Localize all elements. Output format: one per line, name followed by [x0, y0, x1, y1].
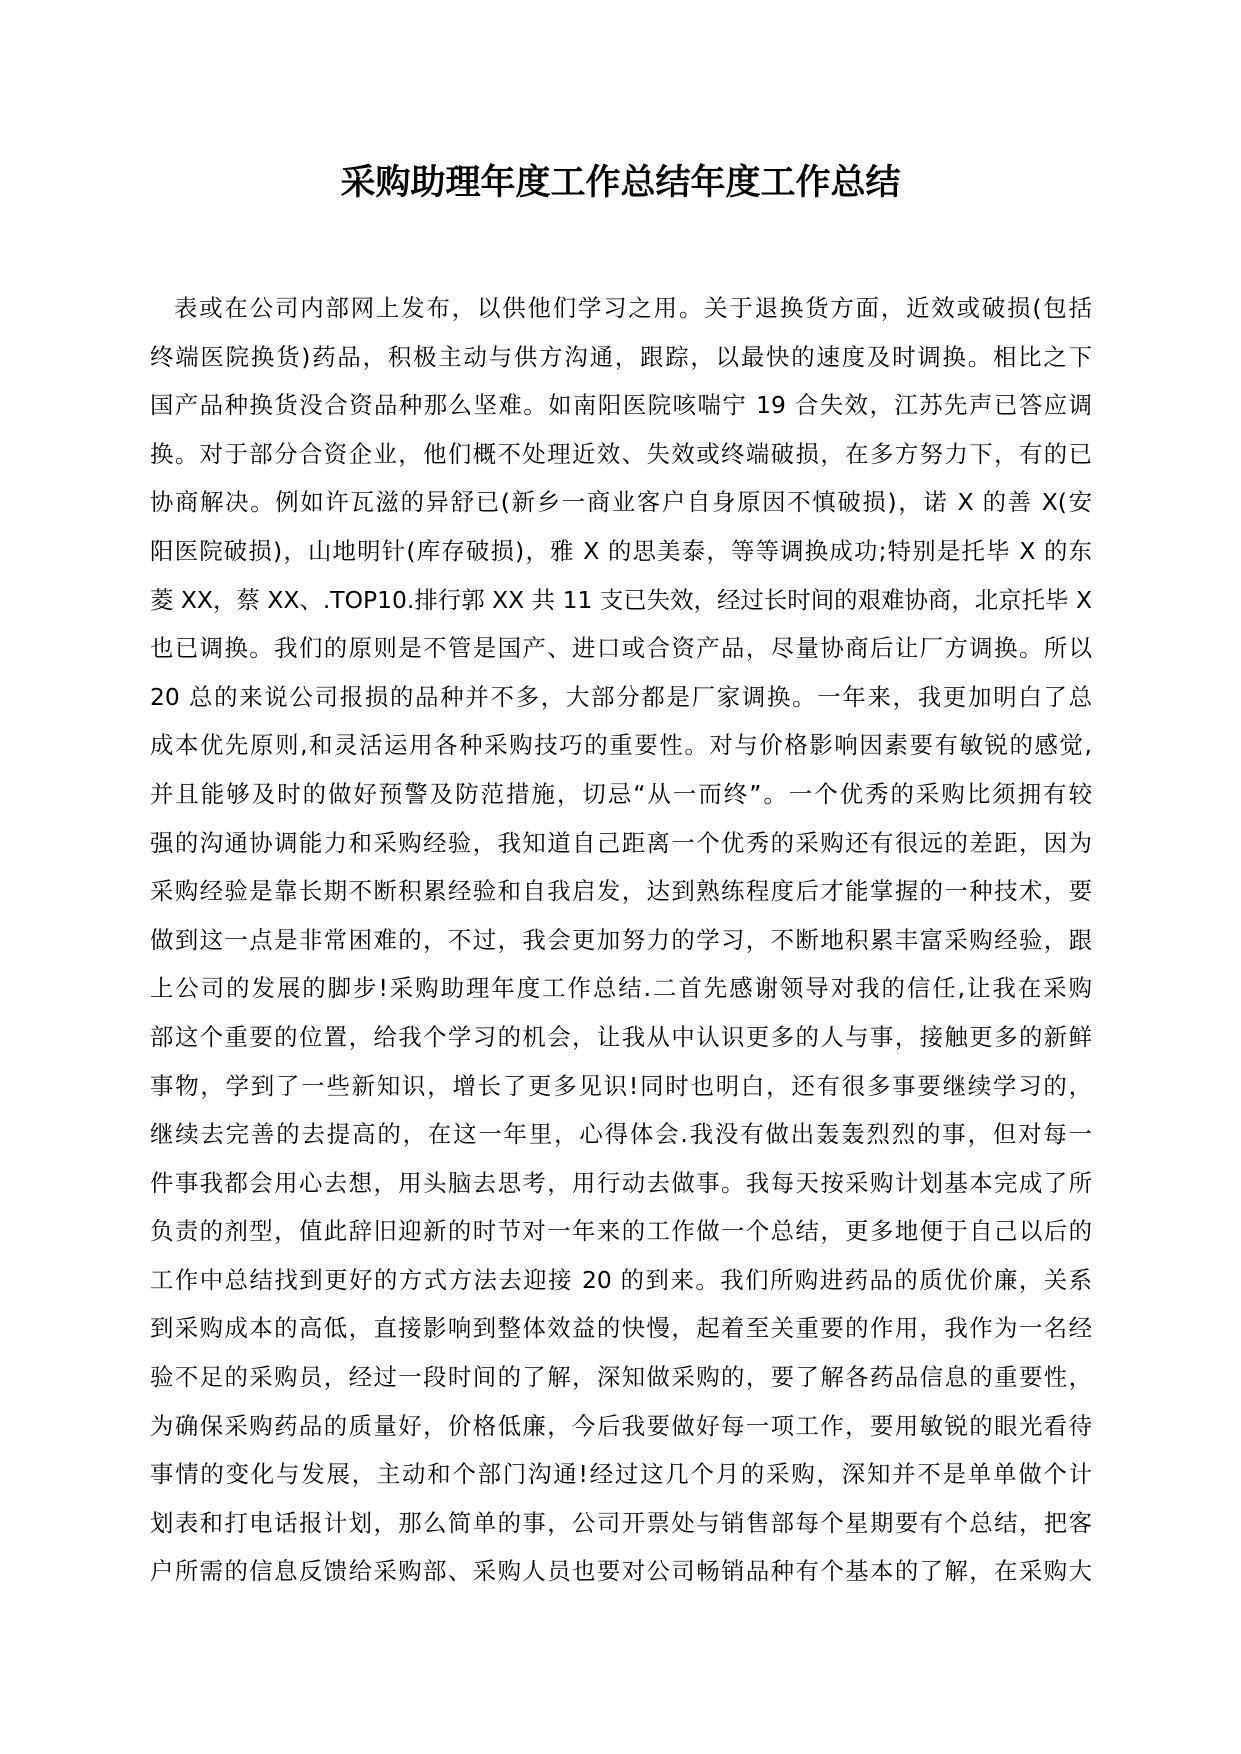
body-line: 部这个重要的位置，给我个学习的机会，让我从中认识更多的人与事，接触更多的新鲜: [150, 1022, 1092, 1051]
body-line: 协商解决。例如许瓦滋的异舒已(新乡一商业客户自身原因不慎破损)，诺 X 的善 X(安: [150, 488, 1092, 517]
body-line: 20 总的来说公司报损的品种并不多，大部分都是厂家调换。一年来，我更加明白了总: [150, 682, 1092, 711]
body-line: 换。对于部分合资企业，他们概不处理近效、失效或终端破损，在多方努力下，有的已: [150, 439, 1092, 468]
body-line: 阳医院破损)，山地明针(库存破损)，雅 X 的思美泰，等等调换成功;特别是托毕 X 的东: [150, 536, 1092, 565]
body-line: 采购经验是靠长期不断积累经验和自我启发，达到熟练程度后才能掌握的一种技术，要: [150, 877, 1092, 906]
body-line: 事情的变化与发展，主动和个部门沟通!经过这几个月的采购，深知并不是单单做个计: [150, 1460, 1092, 1489]
body-line: 强的沟通协调能力和采购经验，我知道自己距离一个优秀的采购还有很远的差距，因为: [150, 828, 1092, 857]
document-body: [150, 284, 1092, 1596]
body-line: 户所需的信息反馈给采购部、采购人员也要对公司畅销品种有个基本的了解，在采购大: [150, 1557, 1092, 1586]
body-line: 为确保采购药品的质量好，价格低廉，今后我要做好每一项工作，要用敏锐的眼光看待: [150, 1411, 1092, 1440]
body-line: 继续去完善的去提高的，在这一年里，心得体会.我没有做出轰轰烈烈的事，但对每一: [150, 1120, 1092, 1149]
body-line: 上公司的发展的脚步!采购助理年度工作总结.二首先感谢领导对我的信任,让我在采购: [150, 974, 1092, 1003]
body-line: 并且能够及时的做好预警及防范措施，切忌“从一而终”。一个优秀的采购比须拥有较: [150, 779, 1092, 808]
body-line: 终端医院换货)药品，积极主动与供方沟通，跟踪，以最快的速度及时调换。相比之下: [150, 342, 1092, 371]
body-line: 验不足的采购员，经过一段时间的了解，深知做采购的，要了解各药品信息的重要性，: [150, 1363, 1092, 1392]
document-title: 采购助理年度工作总结年度工作总结: [340, 163, 901, 203]
body-line: 也已调换。我们的原则是不管是国产、进口或合资产品，尽量协商后让厂方调换。所以: [150, 634, 1092, 663]
body-line: 划表和打电话报计划，那么简单的事，公司开票处与销售部每个星期要有个总结，把客: [150, 1508, 1092, 1537]
body-line: 事物，学到了一些新知识，增长了更多见识!同时也明白，还有很多事要继续学习的，: [150, 1071, 1092, 1100]
body-line: 工作中总结找到更好的方式方法去迎接 20 的到来。我们所购进药品的质优价廉，关系: [150, 1265, 1092, 1294]
body-line: 国产品种换货没合资品种那么坚难。如南阳医院咳喘宁 19 合失效，江苏先声已答应调: [150, 391, 1092, 420]
body-line: 负责的剂型，值此辞旧迎新的时节对一年来的工作做一个总结，更多地便于自己以后的: [150, 1217, 1092, 1246]
body-line: 表或在公司内部网上发布，以供他们学习之用。关于退换货方面，近效或破损(包括: [174, 294, 1092, 322]
body-line: 做到这一点是非常困难的，不过，我会更加努力的学习，不断地积累丰富采购经验，跟: [150, 925, 1092, 954]
body-line: 成本优先原则,和灵活运用各种采购技巧的重要性。对与价格影响因素要有敏锐的感觉,: [150, 731, 1092, 760]
body-line: 件事我都会用心去想，用头脑去思考，用行动去做事。我每天按采购计划基本完成了所: [150, 1168, 1092, 1197]
body-line: 菱 XX，蔡 XX、.TOP10.排行郭 XX 共 11 支已失效，经过长时间的艰难协商，北京托毕 X: [150, 585, 1092, 614]
body-line: 到采购成本的高低，直接影响到整体效益的快慢，起着至关重要的作用，我作为一名经: [150, 1314, 1092, 1343]
